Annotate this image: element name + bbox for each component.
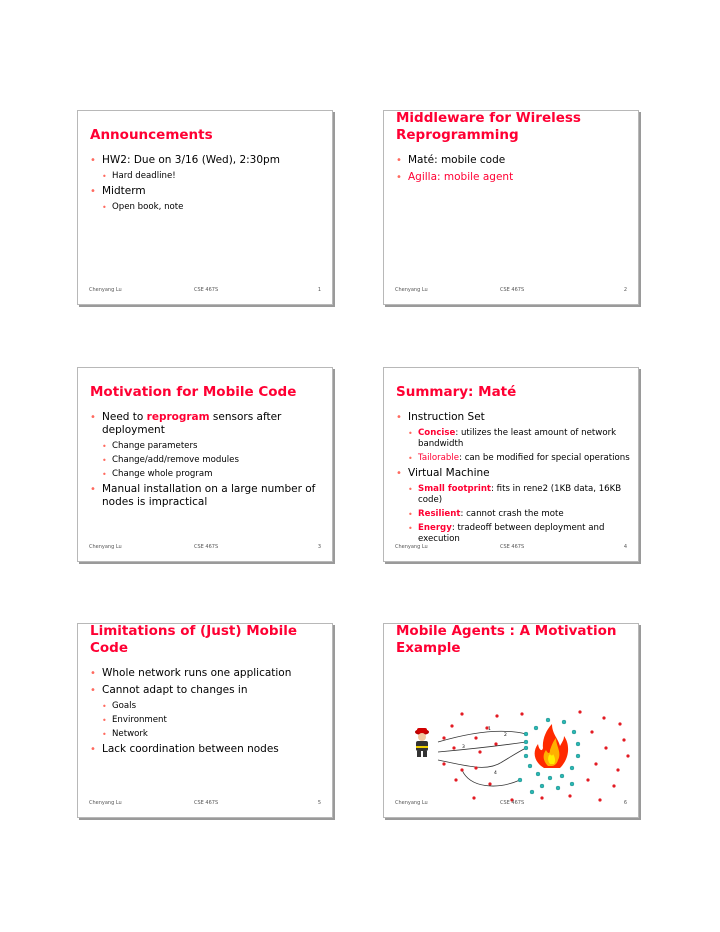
bullet: • Maté: mobile code xyxy=(396,154,506,166)
sub-bullet: • Resilient: cannot crash the mote xyxy=(408,509,564,519)
footer-author: Chenyang Lu xyxy=(395,544,428,550)
bullet-dot-icon: • xyxy=(90,186,96,197)
footer-author: Chenyang Lu xyxy=(89,287,122,293)
bullet-dot-icon: • xyxy=(396,468,402,479)
slide-content xyxy=(90,411,326,513)
bullet-dot-icon: • xyxy=(408,524,413,533)
bullet-dot-icon: • xyxy=(408,454,413,463)
bullet-dot-icon: • xyxy=(102,456,107,465)
slide-content xyxy=(90,154,326,216)
footer-author: Chenyang Lu xyxy=(89,544,122,550)
footer-page-number: 6 xyxy=(623,800,627,806)
footer-author: Chenyang Lu xyxy=(89,800,122,806)
footer-page-number: 1 xyxy=(317,287,321,293)
mobile-agent-fire-diagram xyxy=(392,708,632,808)
footer-page-number: 3 xyxy=(317,544,321,550)
bullet-dot-icon: • xyxy=(102,730,107,739)
sub-bullet: • Change whole program xyxy=(102,469,213,479)
slide-5 xyxy=(77,623,333,818)
bullet-dot-icon: • xyxy=(90,744,96,755)
footer-author: Chenyang Lu xyxy=(395,800,428,806)
slide-title: Announcements xyxy=(90,127,213,143)
slide-footer xyxy=(384,287,638,295)
sub-bullet: • Open book, note xyxy=(102,202,184,212)
path-label: 4 xyxy=(494,771,497,776)
slide-footer xyxy=(78,800,332,808)
bullet-dot-icon: • xyxy=(102,470,107,479)
path-label: 2 xyxy=(504,733,507,738)
sub-bullet: • Hard deadline! xyxy=(102,171,176,181)
sub-bullet: • Change/add/remove modules xyxy=(102,455,239,465)
bullet: • Whole network runs one application xyxy=(90,667,292,679)
bullet-dot-icon: • xyxy=(102,203,107,212)
bullet-dot-icon: • xyxy=(90,668,96,679)
bullet: • Manual installation on a large number of nodes is impractical xyxy=(90,483,316,508)
footer-course: CSE 467S xyxy=(194,800,219,806)
slide-footer xyxy=(384,800,638,808)
path-label: 1 xyxy=(488,727,491,732)
bullet-dot-icon: • xyxy=(396,155,402,166)
bullet-dot-icon: • xyxy=(90,484,96,495)
slide-2 xyxy=(383,110,639,305)
bullet-dot-icon: • xyxy=(408,429,413,438)
bullet: • Midterm xyxy=(90,185,146,197)
bullet-dot-icon: • xyxy=(396,172,402,183)
bullet-dot-icon: • xyxy=(90,412,96,423)
firefighter-icon xyxy=(415,728,429,757)
slide-1 xyxy=(77,110,333,305)
sub-bullet: • Concise: utilizes the least amount of network bandwidth xyxy=(408,428,617,449)
bullet: • Virtual Machine xyxy=(396,467,490,479)
footer-course: CSE 467S xyxy=(500,544,525,550)
slide-footer xyxy=(384,544,638,552)
footer-page-number: 4 xyxy=(623,544,627,550)
bullet: • HW2: Due on 3/16 (Wed), 2:30pm xyxy=(90,154,280,166)
slide-title: Mobile Agents : A Motivation Example xyxy=(396,623,617,656)
sub-bullet: • Tailorable: can be modified for special operations xyxy=(408,453,630,463)
slide-title: Motivation for Mobile Code xyxy=(90,384,297,400)
sub-bullet: • Energy: tradeoff between deployment and execution xyxy=(408,523,605,544)
sub-bullet: • Change parameters xyxy=(102,441,198,451)
slide-title: Summary: Maté xyxy=(396,384,517,400)
footer-page-number: 5 xyxy=(317,800,321,806)
bullet-dot-icon: • xyxy=(396,412,402,423)
bullet: • Instruction Set xyxy=(396,411,485,423)
footer-author: Chenyang Lu xyxy=(395,287,428,293)
sub-bullet: • Small footprint: fits in rene2 (1KB data, 16KB code) xyxy=(408,484,622,505)
bullet-dot-icon: • xyxy=(408,510,413,519)
bullet-dot-icon: • xyxy=(102,172,107,181)
footer-page-number: 2 xyxy=(623,287,627,293)
bullet-dot-icon: • xyxy=(102,442,107,451)
slide-content xyxy=(396,411,632,548)
footer-course: CSE 467S xyxy=(194,287,219,293)
slide-title: Middleware for Wireless Reprogramming xyxy=(396,110,581,143)
sub-bullet: • Network xyxy=(102,729,148,739)
sub-bullet: • Environment xyxy=(102,715,167,725)
bullet-dot-icon: • xyxy=(102,716,107,725)
bullet-dot-icon: • xyxy=(90,685,96,696)
sub-bullet: • Goals xyxy=(102,701,137,711)
path-label: 3 xyxy=(462,745,465,750)
slide-content xyxy=(396,154,632,188)
slide-content xyxy=(90,667,326,760)
slide-footer xyxy=(78,544,332,552)
bullet: • Need to reprogram sensors after deployment xyxy=(90,411,282,436)
footer-course: CSE 467S xyxy=(500,287,525,293)
bullet: • Cannot adapt to changes in xyxy=(90,684,248,696)
slide-title: Limitations of (Just) Mobile Code xyxy=(90,623,297,656)
bullet-dot-icon: • xyxy=(408,485,413,494)
bullet: • Lack coordination between nodes xyxy=(90,743,279,755)
footer-course: CSE 467S xyxy=(500,800,525,806)
footer-course: CSE 467S xyxy=(194,544,219,550)
slide-3 xyxy=(77,367,333,562)
bullet-dot-icon: • xyxy=(90,155,96,166)
bullet-dot-icon: • xyxy=(102,702,107,711)
slide-4 xyxy=(383,367,639,562)
bullet: • Agilla: mobile agent xyxy=(396,171,514,183)
slide-6 xyxy=(383,623,639,818)
fire-icon xyxy=(535,724,568,768)
slide-footer xyxy=(78,287,332,295)
